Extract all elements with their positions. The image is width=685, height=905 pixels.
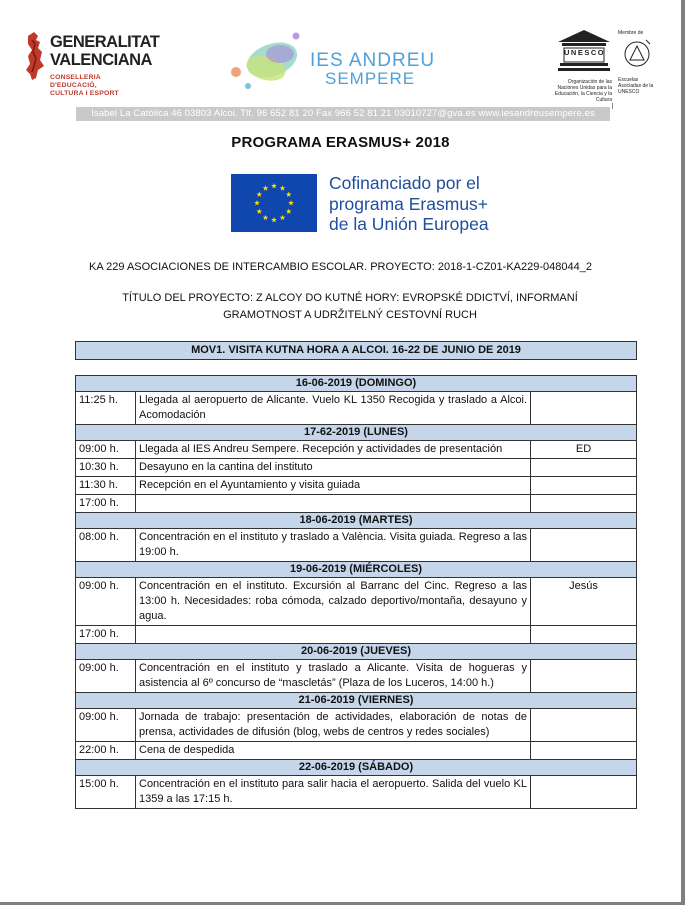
schedule-row [76,529,637,562]
schedule-row [76,495,637,513]
schedule-row [76,626,637,644]
time-cell: 09:00 h. [76,660,136,693]
responsible-cell: Jesús [531,578,637,626]
day-header: 19-06-2019 (MIÉRCOLES) [76,562,637,578]
activity-cell: Concentración en el instituto. Excursión al Barranc del Cinc. Regreso a las 13:00 h. Necesidades: roba cómoda, calzado deportivo/montaña, desayuno y agua. [136,578,531,626]
time-cell: 09:00 h. [76,578,136,626]
mobility-title-row [76,342,637,360]
responsible-cell [531,660,637,693]
schedule-row [76,459,637,477]
address-bar: Isabel La Católica 46 03803 Alcoi. Tlf. 96 652 81 20 Fax 966 52 81 21 03010727@gva.es www.iesandreusempere.es [76,107,610,121]
generalitat-name-line1: GENERALITAT [50,33,160,51]
responsible-cell [531,529,637,562]
page-title: PROGRAMA ERASMUS+ 2018 [231,134,450,151]
eu-star-icon [263,215,269,220]
eu-star-icon [254,200,260,205]
unesco-wordmark: UNESCO [564,48,606,57]
eu-star-icon [271,183,277,188]
eu-star-icon [271,217,277,222]
day-header-row [76,562,637,578]
schedule-row [76,392,637,425]
activity-cell: Concentración en el instituto y traslado a Alicante. Visita de hogueras y asistencia al 6º concurso de “mascletás” (Plaza de los Luceros, 14:00 h.) [136,660,531,693]
day-header-row [76,513,637,529]
day-header-row [76,644,637,660]
ies-name-line1: IES ANDREU [310,50,436,71]
mobility-title-table [75,341,637,360]
eu-star-icon [288,200,294,205]
unesco-schools-label: Escuelas Asociadas de la UNESCO [618,77,654,95]
activity-cell: Recepción en el Ayuntamiento y visita guiada [136,477,531,495]
time-cell: 11:30 h. [76,477,136,495]
schedule-row [76,709,637,742]
day-header: 21-06-2019 (VIERNES) [76,693,637,709]
unesco-organization-label: Organización de las Naciones Unidas para la Educación, la Ciencia y la Cultura [554,79,612,103]
schedule-row [76,742,637,760]
page-border-right [681,0,685,905]
activity-cell: Desayuno en la cantina del instituto [136,459,531,477]
conselleria-line2: CULTURA I ESPORT [50,90,119,97]
responsible-cell [531,392,637,425]
unesco-member-label: Membre de [618,30,644,36]
ies-name-line2: SEMPERE [325,69,416,88]
day-header: 16-06-2019 (DOMINGO) [76,376,637,392]
responsible-cell [531,709,637,742]
eu-text-line3: de la Unión Europea [329,214,489,234]
time-cell: 22:00 h. [76,742,136,760]
eu-cofunding-text [329,173,489,235]
activity-cell: Concentración en el instituto para salir hacia el aeropuerto. Salida del vuelo KL 1359 a las 17:15 h. [136,776,531,809]
time-cell: 08:00 h. [76,529,136,562]
eu-stars-icon [231,174,317,232]
eu-flag [231,174,317,232]
ies-logo-shapes-icon [228,26,318,94]
eu-text-line2: programa Erasmus+ [329,193,489,214]
activity-cell: Jornada de trabajo: presentación de actividades, elaboración de notas de prensa, actividades de difusión (blog, webs de centros y redes sociales) [136,709,531,742]
schedule-row [76,776,637,809]
day-header-row [76,376,637,392]
activity-cell: Llegada al IES Andreu Sempere. Recepción y actividades de presentación [136,441,531,459]
ies-andreu-sempere-logo [228,26,438,94]
unesco-logo [548,28,660,118]
activity-cell [136,495,531,513]
schedule-row [76,578,637,626]
activity-cell: Cena de despedida [136,742,531,760]
day-header: 18-06-2019 (MARTES) [76,513,637,529]
responsible-cell: ED [531,441,637,459]
eu-text-line1: Cofinanciado por el [329,173,480,193]
eu-star-icon [280,185,286,190]
responsible-cell [531,776,637,809]
project-title: TÍTULO DEL PROYECTO: Z ALCOY DO KUTNÉ HORY: EVROPSKÉ DDICTVÍ, INFORMANÍ GRAMOTNOST A UDRŽITELNÝ CESTOVNÍ RUCH [122,292,578,321]
eu-star-icon [256,209,262,214]
activity-cell [136,626,531,644]
responsible-cell [531,626,637,644]
time-cell: 11:25 h. [76,392,136,425]
activity-cell: Concentración en el instituto y traslado a València. Visita guiada. Regreso a las 19:00 h. [136,529,531,562]
time-cell: 17:00 h. [76,626,136,644]
time-cell: 09:00 h. [76,441,136,459]
schedule-row [76,477,637,495]
day-header: 17-62-2019 (LUNES) [76,425,637,441]
conselleria-line1: CONSELLERIA D'EDUCACIÓ, [50,74,101,89]
responsible-cell [531,459,637,477]
eu-star-icon [256,192,262,197]
schedule-body [76,376,637,809]
generalitat-name-line2: VALENCIANA [50,51,152,69]
project-code-line: KA 229 ASOCIACIONES DE INTERCAMBIO ESCOLAR. PROYECTO: 2018-1-CZ01-KA229-048044_2 [89,261,592,273]
address-bar-marker [612,103,615,109]
schedule-row [76,660,637,693]
time-cell: 17:00 h. [76,495,136,513]
responsible-cell [531,495,637,513]
schedule-row [76,441,637,459]
time-cell: 15:00 h. [76,776,136,809]
day-header-row [76,425,637,441]
time-cell: 09:00 h. [76,709,136,742]
eu-star-icon [280,215,286,220]
mobility-title: MOV1. VISITA KUTNA HORA A ALCOI. 16-22 DE JUNIO DE 2019 [76,342,637,360]
generalitat-emblem-icon [24,30,46,82]
responsible-cell [531,477,637,495]
eu-star-icon [286,192,292,197]
day-header: 22-06-2019 (SÁBADO) [76,760,637,776]
day-header-row [76,693,637,709]
activity-cell: Llegada al aeropuerto de Alicante. Vuelo KL 1350 Recogida y traslado a Alcoi. Acomodación [136,392,531,425]
responsible-cell [531,742,637,760]
conselleria-label [50,74,144,98]
eu-star-icon [286,209,292,214]
day-header-row [76,760,637,776]
unesco-schools-emblem-icon [620,36,654,76]
day-header: 20-06-2019 (JUEVES) [76,644,637,660]
eu-star-icon [263,185,269,190]
schedule-table [75,375,637,809]
generalitat-logo [24,30,160,105]
time-cell: 10:30 h. [76,459,136,477]
